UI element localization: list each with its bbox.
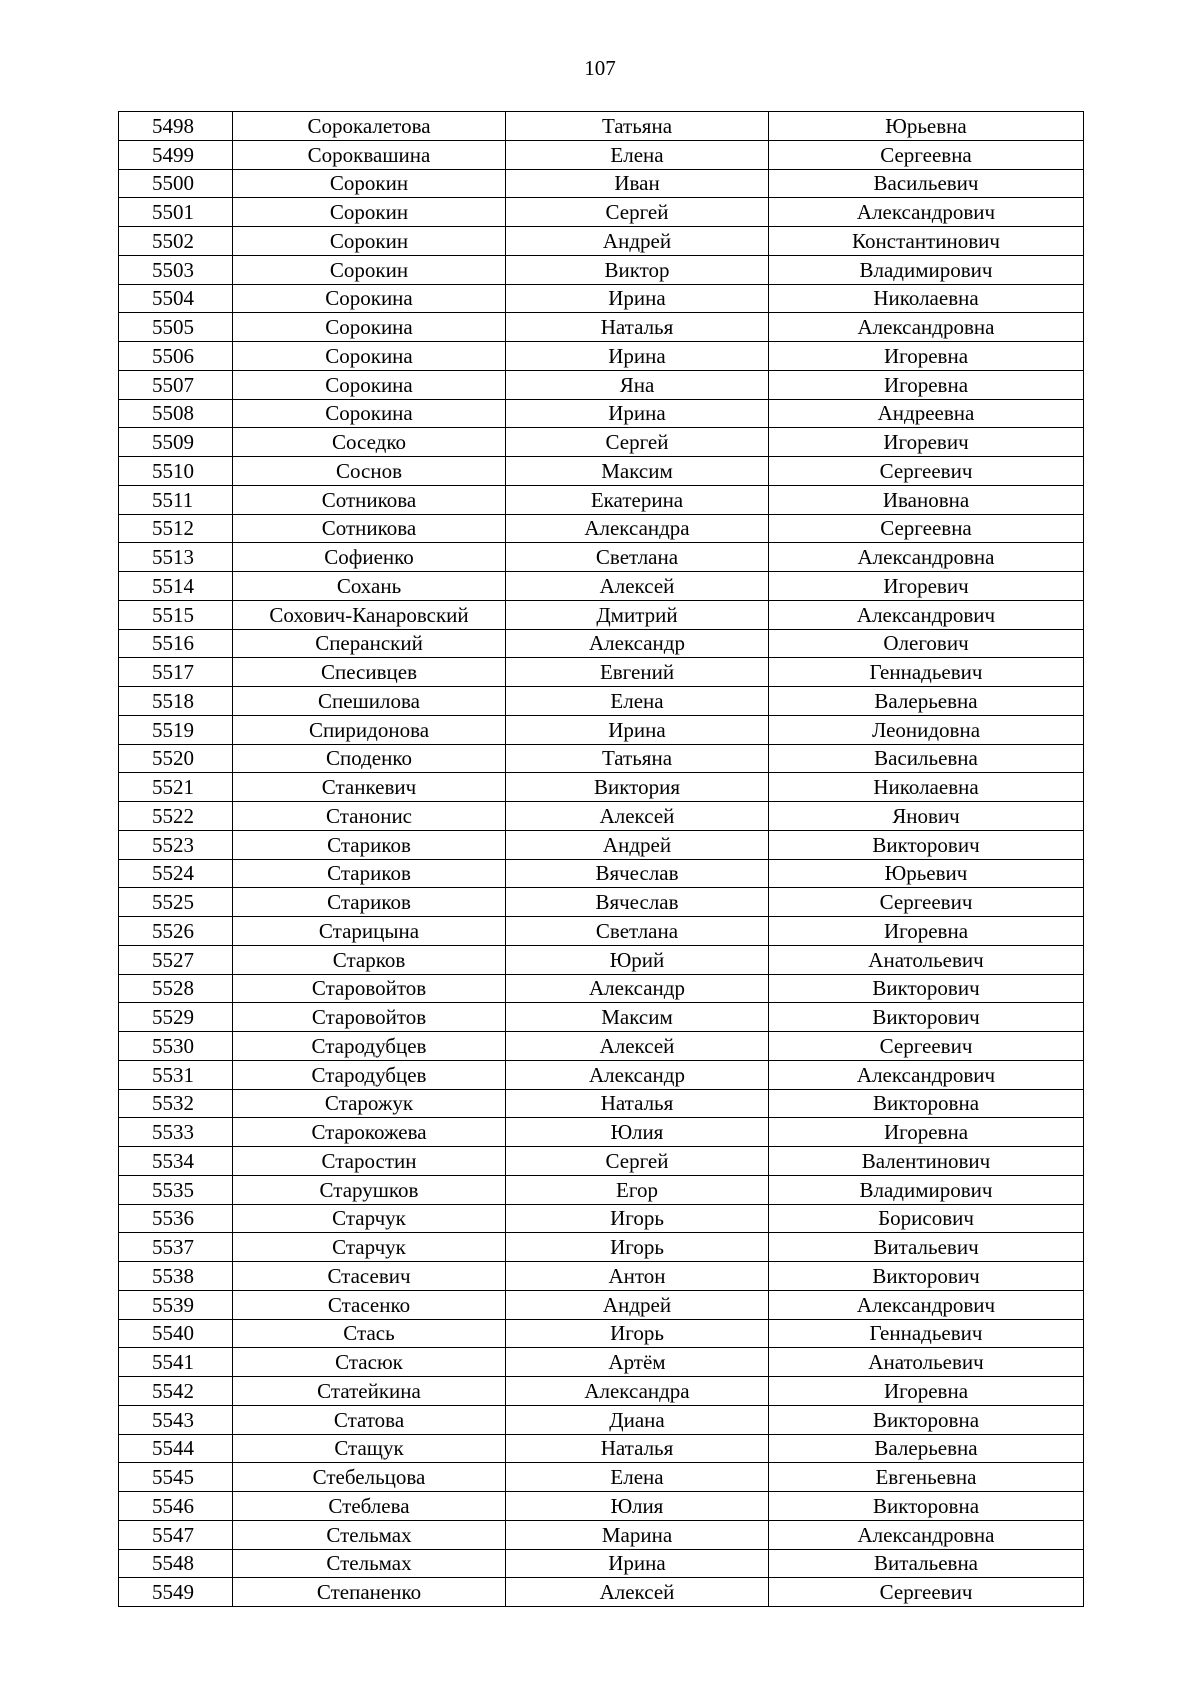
patronymic-cell: Игоревна [769,370,1084,399]
row-number-cell: 5548 [119,1549,233,1578]
patronymic-cell: Сергеевич [769,1032,1084,1061]
first-name-cell: Игорь [506,1319,769,1348]
last-name-cell: Сорокин [233,227,506,256]
table-row [119,715,1084,744]
first-name-cell: Светлана [506,543,769,572]
last-name-cell: Стасевич [233,1262,506,1291]
patronymic-cell: Викторович [769,1003,1084,1032]
first-name-cell: Елена [506,1463,769,1492]
row-number-cell: 5514 [119,572,233,601]
first-name-cell: Ирина [506,1549,769,1578]
table-row [119,572,1084,601]
last-name-cell: Сорокина [233,370,506,399]
row-number-cell: 5533 [119,1118,233,1147]
row-number-cell: 5513 [119,543,233,572]
last-name-cell: Сорокина [233,284,506,313]
last-name-cell: Стасенко [233,1290,506,1319]
table-row [119,917,1084,946]
row-number-cell: 5510 [119,457,233,486]
last-name-cell: Спиридонова [233,715,506,744]
table-row [119,543,1084,572]
table-row [119,1175,1084,1204]
patronymic-cell: Игоревна [769,1377,1084,1406]
last-name-cell: Соседко [233,428,506,457]
patronymic-cell: Геннадьевич [769,658,1084,687]
row-number-cell: 5498 [119,112,233,141]
last-name-cell: Стасюк [233,1348,506,1377]
row-number-cell: 5535 [119,1175,233,1204]
table-row [119,945,1084,974]
last-name-cell: Соснов [233,457,506,486]
row-number-cell: 5536 [119,1204,233,1233]
row-number-cell: 5516 [119,629,233,658]
row-number-cell: 5540 [119,1319,233,1348]
row-number-cell: 5529 [119,1003,233,1032]
table-row [119,255,1084,284]
first-name-cell: Диана [506,1405,769,1434]
row-number-cell: 5515 [119,600,233,629]
last-name-cell: Старокожева [233,1118,506,1147]
patronymic-cell: Ивановна [769,485,1084,514]
first-name-cell: Алексей [506,1032,769,1061]
row-number-cell: 5509 [119,428,233,457]
first-name-cell: Артём [506,1348,769,1377]
row-number-cell: 5507 [119,370,233,399]
table-row [119,1233,1084,1262]
first-name-cell: Наталья [506,313,769,342]
first-name-cell: Юлия [506,1118,769,1147]
page-number: 107 [584,56,616,80]
first-name-cell: Сергей [506,428,769,457]
row-number-cell: 5534 [119,1147,233,1176]
patronymic-cell: Юрьевна [769,112,1084,141]
patronymic-cell: Александрович [769,600,1084,629]
row-number-cell: 5521 [119,773,233,802]
table-row [119,1348,1084,1377]
table-row [119,514,1084,543]
patronymic-cell: Янович [769,802,1084,831]
table-row [119,1118,1084,1147]
row-number-cell: 5504 [119,284,233,313]
last-name-cell: Софиенко [233,543,506,572]
row-number-cell: 5503 [119,255,233,284]
last-name-cell: Стельмах [233,1549,506,1578]
last-name-cell: Стельмах [233,1520,506,1549]
first-name-cell: Татьяна [506,744,769,773]
last-name-cell: Стариков [233,888,506,917]
last-name-cell: Сорокина [233,313,506,342]
first-name-cell: Яна [506,370,769,399]
last-name-cell: Споденко [233,744,506,773]
patronymic-cell: Леонидовна [769,715,1084,744]
last-name-cell: Стащук [233,1434,506,1463]
table-row [119,1405,1084,1434]
table-row [119,1147,1084,1176]
row-number-cell: 5506 [119,342,233,371]
row-number-cell: 5519 [119,715,233,744]
first-name-cell: Андрей [506,227,769,256]
first-name-cell: Алексей [506,572,769,601]
first-name-cell: Виктория [506,773,769,802]
table-row [119,629,1084,658]
last-name-cell: Стебельцова [233,1463,506,1492]
table-row [119,859,1084,888]
last-name-cell: Стародубцев [233,1060,506,1089]
last-name-cell: Сохань [233,572,506,601]
table-row [119,140,1084,169]
row-number-cell: 5511 [119,485,233,514]
first-name-cell: Антон [506,1262,769,1291]
table-row [119,1377,1084,1406]
last-name-cell: Статейкина [233,1377,506,1406]
patronymic-cell: Витальевич [769,1233,1084,1262]
first-name-cell: Светлана [506,917,769,946]
table-row [119,457,1084,486]
table-row [119,802,1084,831]
row-number-cell: 5522 [119,802,233,831]
last-name-cell: Старчук [233,1233,506,1262]
patronymic-cell: Юрьевич [769,859,1084,888]
last-name-cell: Старовойтов [233,974,506,1003]
first-name-cell: Максим [506,457,769,486]
patronymic-cell: Сергеевна [769,514,1084,543]
last-name-cell: Сорокина [233,399,506,428]
first-name-cell: Ирина [506,715,769,744]
table-row [119,112,1084,141]
table-row [119,830,1084,859]
row-number-cell: 5528 [119,974,233,1003]
patronymic-cell: Валерьевна [769,687,1084,716]
first-name-cell: Ирина [506,342,769,371]
first-name-cell: Марина [506,1520,769,1549]
last-name-cell: Сорокин [233,169,506,198]
patronymic-cell: Валентинович [769,1147,1084,1176]
row-number-cell: 5538 [119,1262,233,1291]
table-row [119,888,1084,917]
first-name-cell: Елена [506,687,769,716]
row-number-cell: 5544 [119,1434,233,1463]
row-number-cell: 5512 [119,514,233,543]
first-name-cell: Татьяна [506,112,769,141]
patronymic-cell: Александровна [769,1520,1084,1549]
last-name-cell: Стась [233,1319,506,1348]
first-name-cell: Александр [506,629,769,658]
table-row [119,227,1084,256]
table-row [119,658,1084,687]
row-number-cell: 5542 [119,1377,233,1406]
last-name-cell: Спесивцев [233,658,506,687]
table-row [119,1262,1084,1291]
row-number-cell: 5543 [119,1405,233,1434]
row-number-cell: 5531 [119,1060,233,1089]
row-number-cell: 5526 [119,917,233,946]
patronymic-cell: Константинович [769,227,1084,256]
row-number-cell: 5500 [119,169,233,198]
row-number-cell: 5549 [119,1578,233,1607]
table-row [119,1032,1084,1061]
last-name-cell: Спешилова [233,687,506,716]
first-name-cell: Алексей [506,1578,769,1607]
table-row [119,399,1084,428]
names-table [118,111,1084,1607]
patronymic-cell: Игоревна [769,1118,1084,1147]
first-name-cell: Ирина [506,399,769,428]
first-name-cell: Евгений [506,658,769,687]
first-name-cell: Максим [506,1003,769,1032]
last-name-cell: Сорокалетова [233,112,506,141]
first-name-cell: Виктор [506,255,769,284]
row-number-cell: 5505 [119,313,233,342]
table-row [119,687,1084,716]
patronymic-cell: Сергеевич [769,1578,1084,1607]
row-number-cell: 5530 [119,1032,233,1061]
last-name-cell: Старицына [233,917,506,946]
patronymic-cell: Викторович [769,974,1084,1003]
table-row [119,1204,1084,1233]
first-name-cell: Елена [506,140,769,169]
names-table-body [119,112,1084,1607]
last-name-cell: Старчук [233,1204,506,1233]
row-number-cell: 5524 [119,859,233,888]
row-number-cell: 5499 [119,140,233,169]
last-name-cell: Статова [233,1405,506,1434]
patronymic-cell: Владимирович [769,1175,1084,1204]
patronymic-cell: Викторовна [769,1089,1084,1118]
table-row [119,428,1084,457]
row-number-cell: 5539 [119,1290,233,1319]
last-name-cell: Стариков [233,859,506,888]
patronymic-cell: Анатольевич [769,945,1084,974]
row-number-cell: 5520 [119,744,233,773]
last-name-cell: Сороквашина [233,140,506,169]
last-name-cell: Станкевич [233,773,506,802]
patronymic-cell: Николаевна [769,773,1084,802]
first-name-cell: Александр [506,974,769,1003]
table-row [119,1319,1084,1348]
first-name-cell: Дмитрий [506,600,769,629]
table-row [119,1463,1084,1492]
patronymic-cell: Сергеевна [769,140,1084,169]
table-row [119,1003,1084,1032]
table-row [119,773,1084,802]
last-name-cell: Сорокин [233,255,506,284]
row-number-cell: 5545 [119,1463,233,1492]
row-number-cell: 5517 [119,658,233,687]
first-name-cell: Вячеслав [506,888,769,917]
last-name-cell: Сотникова [233,514,506,543]
last-name-cell: Станонис [233,802,506,831]
last-name-cell: Старожук [233,1089,506,1118]
row-number-cell: 5502 [119,227,233,256]
row-number-cell: 5523 [119,830,233,859]
last-name-cell: Старушков [233,1175,506,1204]
last-name-cell: Стариков [233,830,506,859]
patronymic-cell: Николаевна [769,284,1084,313]
patronymic-cell: Васильевич [769,169,1084,198]
patronymic-cell: Анатольевич [769,1348,1084,1377]
first-name-cell: Игорь [506,1204,769,1233]
first-name-cell: Андрей [506,1290,769,1319]
first-name-cell: Наталья [506,1089,769,1118]
patronymic-cell: Игоревна [769,917,1084,946]
table-row [119,313,1084,342]
patronymic-cell: Витальевна [769,1549,1084,1578]
row-number-cell: 5501 [119,198,233,227]
table-row [119,198,1084,227]
first-name-cell: Александра [506,514,769,543]
first-name-cell: Игорь [506,1233,769,1262]
first-name-cell: Юрий [506,945,769,974]
first-name-cell: Наталья [506,1434,769,1463]
last-name-cell: Старков [233,945,506,974]
table-row [119,1549,1084,1578]
last-name-cell: Стародубцев [233,1032,506,1061]
last-name-cell: Сорокина [233,342,506,371]
table-row [119,342,1084,371]
table-row [119,1434,1084,1463]
last-name-cell: Стеблева [233,1492,506,1521]
patronymic-cell: Сергеевич [769,888,1084,917]
patronymic-cell: Евгеньевна [769,1463,1084,1492]
first-name-cell: Иван [506,169,769,198]
first-name-cell: Ирина [506,284,769,313]
patronymic-cell: Игоревич [769,428,1084,457]
first-name-cell: Егор [506,1175,769,1204]
first-name-cell: Сергей [506,1147,769,1176]
last-name-cell: Сперанский [233,629,506,658]
first-name-cell: Вячеслав [506,859,769,888]
patronymic-cell: Викторовна [769,1405,1084,1434]
last-name-cell: Старостин [233,1147,506,1176]
last-name-cell: Степаненко [233,1578,506,1607]
patronymic-cell: Геннадьевич [769,1319,1084,1348]
table-row [119,370,1084,399]
patronymic-cell: Александрович [769,1290,1084,1319]
table-row [119,1060,1084,1089]
first-name-cell: Сергей [506,198,769,227]
row-number-cell: 5518 [119,687,233,716]
table-row [119,974,1084,1003]
patronymic-cell: Александрович [769,1060,1084,1089]
table-row [119,169,1084,198]
row-number-cell: 5508 [119,399,233,428]
patronymic-cell: Васильевна [769,744,1084,773]
row-number-cell: 5532 [119,1089,233,1118]
first-name-cell: Алексей [506,802,769,831]
row-number-cell: 5527 [119,945,233,974]
patronymic-cell: Игоревич [769,572,1084,601]
table-row [119,1290,1084,1319]
first-name-cell: Екатерина [506,485,769,514]
table-row [119,485,1084,514]
patronymic-cell: Владимирович [769,255,1084,284]
row-number-cell: 5537 [119,1233,233,1262]
table-row [119,1089,1084,1118]
table-row [119,1492,1084,1521]
table-row [119,1578,1084,1607]
row-number-cell: 5547 [119,1520,233,1549]
table-row [119,284,1084,313]
last-name-cell: Сорокин [233,198,506,227]
first-name-cell: Александра [506,1377,769,1406]
table-row [119,600,1084,629]
patronymic-cell: Александрович [769,198,1084,227]
patronymic-cell: Борисович [769,1204,1084,1233]
patronymic-cell: Викторович [769,1262,1084,1291]
patronymic-cell: Сергеевич [769,457,1084,486]
patronymic-cell: Викторович [769,830,1084,859]
patronymic-cell: Валерьевна [769,1434,1084,1463]
row-number-cell: 5525 [119,888,233,917]
first-name-cell: Юлия [506,1492,769,1521]
first-name-cell: Андрей [506,830,769,859]
patronymic-cell: Викторовна [769,1492,1084,1521]
patronymic-cell: Игоревна [769,342,1084,371]
last-name-cell: Сохович-Канаровский [233,600,506,629]
row-number-cell: 5541 [119,1348,233,1377]
table-row [119,744,1084,773]
first-name-cell: Александр [506,1060,769,1089]
table-row [119,1520,1084,1549]
patronymic-cell: Александровна [769,543,1084,572]
patronymic-cell: Андреевна [769,399,1084,428]
last-name-cell: Сотникова [233,485,506,514]
row-number-cell: 5546 [119,1492,233,1521]
patronymic-cell: Олегович [769,629,1084,658]
patronymic-cell: Александровна [769,313,1084,342]
last-name-cell: Старовойтов [233,1003,506,1032]
